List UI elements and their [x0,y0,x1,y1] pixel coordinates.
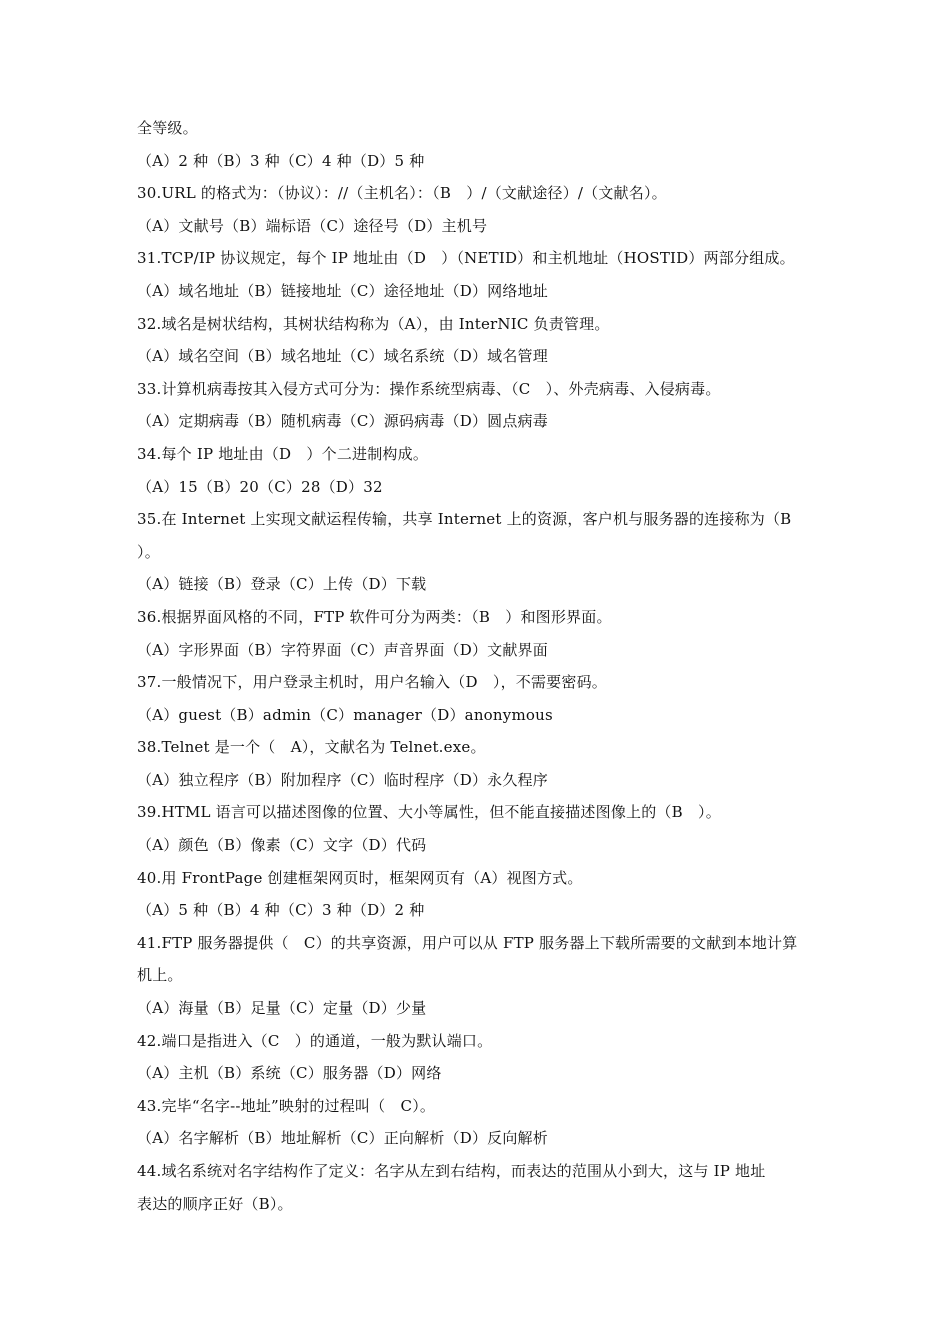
answer-options: （A）独立程序（B）附加程序（C）临时程序（D）永久程序 [137,770,548,789]
question-43: 43.完毕“名字--地址”映射的过程叫（ C）。 [137,1096,436,1115]
answer-options: （A）主机（B）系统（C）服务器（D）网络 [137,1064,442,1083]
question-33: 33.计算机病毒按其入侵方式可分为：操作系统型病毒、（C ）、外壳病毒、入侵病毒。 [137,379,721,398]
question-32: 32.域名是树状结构，其树状结构称为（A），由 InterNIC 负责管理。 [137,314,610,333]
question-39: 39.HTML 语言可以描述图像的位置、大小等属性，但不能直接描述图像上的（B ）。 [137,803,721,822]
question-34: 34.每个 IP 地址由（D ）个二进制构成。 [137,444,429,463]
question-36: 36.根据界面风格的不同，FTP 软件可分为两类：（B ）和图形界面。 [137,607,612,626]
answer-options: （A）链接（B）登录（C）上传（D）下载 [137,575,427,594]
question-38: 38.Telnet 是一个（ A），文献名为 Telnet.exe。 [137,738,486,757]
answer-options: （A）海量（B）足量（C）定量（D）少量 [137,999,427,1018]
question-31: 31.TCP/IP 协议规定，每个 IP 地址由（D ）（NETID）和主机地址（HOSTID）两部分组成。 [137,249,795,268]
answer-options: （A）定期病毒（B）随机病毒（C）源码病毒（D）圆点病毒 [137,412,548,431]
question-35: 35.在 Internet 上实现文献运程传输，共享 Internet 上的资源，客户机与服务器的连接称为（B [137,510,792,529]
question-41: 41.FTP 服务器提供（ C）的共享资源，用户可以从 FTP 服务器上下载所需要的文献到本地计算 [137,933,798,952]
answer-options: （A）字形界面（B）字符界面（C）声音界面（D）文献界面 [137,640,548,659]
text-line: ）。 [137,542,160,561]
answer-options: （A）域名地址（B）链接地址（C）途径地址（D）网络地址 [137,281,548,300]
answer-options: （A）颜色（B）像素（C）文字（D）代码 [137,836,427,855]
answer-options: （A）域名空间（B）域名地址（C）域名系统（D）域名管理 [137,347,548,366]
text-line: 表达的顺序正好（B）。 [137,1194,293,1213]
text-line: 全等级。 [137,119,198,137]
question-37: 37.一般情况下，用户登录主机时，用户名输入（D ），不需要密码。 [137,673,607,692]
answer-options: （A）文献号（B）端标语（C）途径号（D）主机号 [137,216,488,235]
answer-options: （A）2 种（B）3 种（C）4 种（D）5 种 [137,151,425,170]
answer-options: （A）5 种（B）4 种（C）3 种（D）2 种 [137,901,425,920]
question-40: 40.用 FrontPage 创建框架网页时，框架网页有（A）视图方式。 [137,868,583,887]
document-body [137,112,847,1220]
text-line: 机上。 [137,966,183,985]
answer-options: （A）15（B）20（C）28（D）32 [137,477,383,496]
question-42: 42.端口是指进入（C ）的通道，一般为默认端口。 [137,1031,493,1050]
question-30: 30.URL 的格式为：（协议）：//（主机名）：（B ）/（文献途径）/（文献名）。 [137,184,667,203]
answer-options: （A）名字解析（B）地址解析（C）正向解析（D）反向解析 [137,1129,548,1148]
answer-options: （A）guest（B）admin（C）manager（D）anonymous [137,705,553,724]
question-44: 44.域名系统对名字结构作了定义：名字从左到右结构，而表达的范围从小到大，这与 IP 地址 [137,1162,766,1180]
